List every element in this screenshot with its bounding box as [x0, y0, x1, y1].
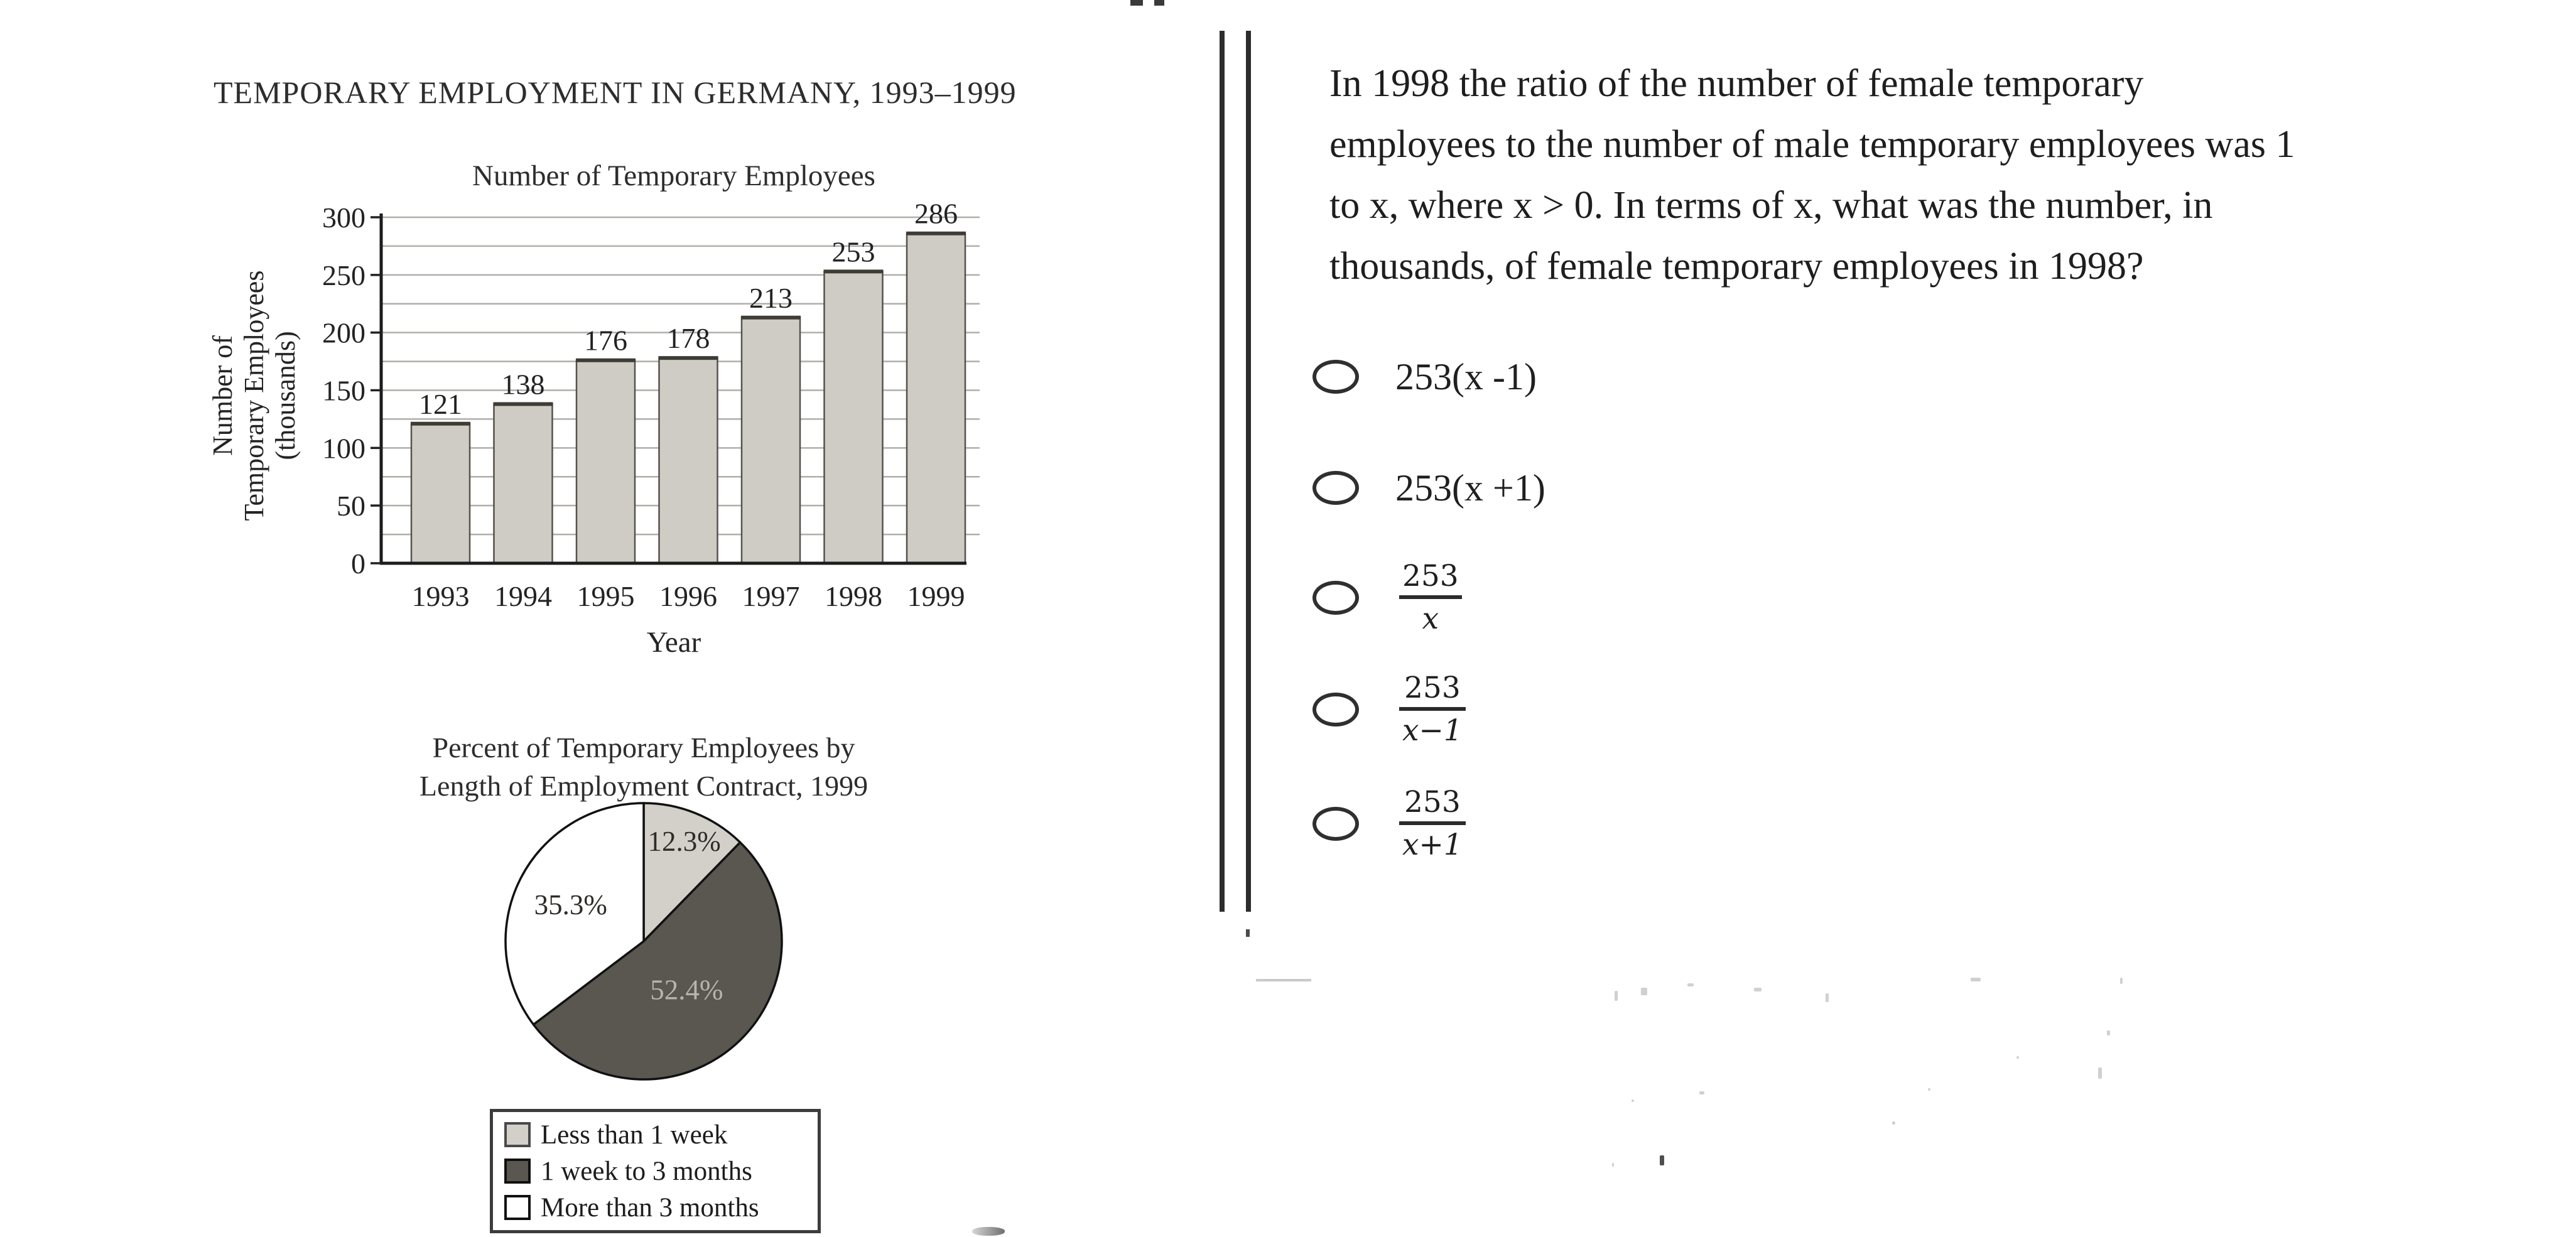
scan-speck [1660, 1155, 1664, 1165]
bar-1999 [907, 234, 965, 563]
question-text-line: to x, where x > 0. In terms of x, what was the number, in [1329, 184, 2213, 227]
scan-speck [1754, 988, 1762, 991]
scan-speck [1615, 991, 1618, 1001]
answer-option-4 [1312, 671, 1466, 748]
option-label-1: 253(x -1) [1395, 355, 1537, 397]
scan-speck [1892, 1121, 1895, 1125]
legend-label: 1 week to 3 months [541, 1156, 752, 1186]
option-fraction-5 [1399, 784, 1466, 862]
y-axis-label: Number of [207, 335, 238, 456]
fraction-denominator: x−1 [1402, 713, 1463, 748]
scan-artifact [1130, 0, 1143, 6]
y-axis-label: Temporary Employees [239, 270, 269, 521]
legend-label: Less than 1 week [541, 1120, 728, 1150]
scan-speck [2098, 1067, 2102, 1079]
column-divider-line [1220, 31, 1225, 912]
radio-button-option-5[interactable] [1312, 807, 1359, 841]
scan-speck [1632, 1099, 1634, 1102]
pie-slice-label: 12.3% [647, 826, 721, 858]
y-tick-label: 250 [322, 259, 365, 291]
fraction-numerator: 253 [1404, 670, 1461, 705]
fraction-bar [1399, 707, 1466, 711]
scan-speck [2016, 1056, 2019, 1059]
y-tick-label: 300 [322, 202, 365, 234]
scan-artifact [1256, 979, 1311, 981]
bar-1993 [411, 424, 470, 563]
bar-1996 [659, 358, 718, 563]
legend-item-2 [504, 1156, 806, 1187]
bar-1997 [742, 318, 800, 563]
bar-1998 [825, 271, 883, 563]
scan-speck [2107, 1030, 2110, 1035]
radio-button-option-4[interactable] [1312, 693, 1359, 727]
bar-value-label: 286 [914, 201, 958, 230]
scan-speck [1687, 983, 1694, 986]
pie-slice-label: 35.3% [534, 889, 607, 921]
y-axis-label: (thousands) [270, 331, 301, 460]
answer-option-3 [1312, 559, 1462, 637]
answer-option-1 [1312, 338, 1537, 416]
x-tick-label: 1994 [494, 580, 552, 612]
option-fraction-3 [1399, 558, 1462, 636]
bar-value-label: 138 [501, 368, 545, 401]
answer-option-2 [1312, 449, 1545, 527]
fraction-denominator: x [1422, 601, 1439, 636]
x-tick-label: 1995 [576, 580, 635, 612]
scan-speck [1699, 1091, 1704, 1094]
x-tick-label: 1996 [659, 580, 717, 612]
fraction-numerator: 253 [1404, 784, 1461, 819]
y-tick-label: 200 [322, 316, 365, 349]
scan-speck [1826, 993, 1829, 1002]
x-tick-label: 1999 [907, 580, 965, 612]
scan-artifact [1154, 0, 1164, 6]
question-text [1329, 53, 2491, 297]
scan-speck [1971, 978, 1981, 981]
bar-1994 [494, 404, 553, 563]
legend-swatch-icon [504, 1159, 531, 1184]
pie-slice-label: 52.4% [650, 974, 723, 1006]
legend-item-3 [504, 1192, 806, 1223]
question-text-line: In 1998 the ratio of the number of female temporary [1329, 62, 2144, 105]
y-tick-label: 100 [322, 432, 365, 465]
option-fraction-4 [1399, 670, 1466, 748]
bar-value-label: 176 [584, 324, 627, 357]
pie-chart-title-line2: Length of Employment Contract, 1999 [419, 770, 869, 802]
scan-speck [1928, 1088, 1930, 1091]
x-tick-label: 1998 [825, 580, 882, 612]
bar-chart [207, 201, 980, 691]
bar-value-label: 178 [666, 322, 710, 355]
x-tick-label: 1997 [742, 580, 800, 612]
fraction-numerator: 253 [1402, 558, 1459, 593]
pie-legend [490, 1109, 821, 1233]
bar-1995 [576, 360, 635, 563]
fraction-bar [1399, 821, 1466, 825]
y-tick-label: 0 [351, 548, 365, 580]
scan-speck [1641, 988, 1647, 995]
column-divider-line [1246, 31, 1251, 912]
bar-value-label: 121 [419, 387, 462, 420]
answer-option-5 [1312, 785, 1466, 863]
bar-value-label: 253 [831, 235, 875, 268]
y-tick-label: 50 [337, 490, 365, 522]
fraction-bar [1399, 595, 1462, 599]
y-tick-label: 150 [322, 374, 365, 407]
scan-speck [2120, 978, 2123, 984]
scan-artifact [972, 1227, 1005, 1236]
scan-speck [1612, 1163, 1614, 1167]
radio-button-option-1[interactable] [1312, 360, 1359, 394]
page-title: TEMPORARY EMPLOYMENT IN GERMANY, 1993–1999 [214, 75, 1017, 110]
fraction-denominator: x+1 [1402, 827, 1463, 862]
bar-value-label: 213 [749, 281, 793, 314]
x-axis-label: Year [646, 626, 701, 659]
legend-swatch-icon [504, 1195, 531, 1220]
radio-button-option-3[interactable] [1312, 581, 1359, 615]
question-text-line: employees to the number of male temporary employees was 1 [1329, 123, 2295, 166]
pie-chart [389, 722, 898, 1174]
question-text-line: thousands, of female temporary employees in 1998? [1329, 245, 2144, 288]
legend-label: More than 3 months [541, 1192, 759, 1223]
pie-chart-title-line1: Percent of Temporary Employees by [432, 732, 855, 764]
bar-chart-title: Number of Temporary Employees [472, 159, 875, 192]
legend-item-1 [504, 1120, 806, 1150]
x-tick-label: 1993 [411, 580, 470, 612]
option-label-2: 253(x +1) [1395, 467, 1545, 509]
radio-button-option-2[interactable] [1312, 471, 1359, 505]
scan-artifact [1246, 929, 1250, 937]
legend-swatch-icon [504, 1122, 531, 1147]
